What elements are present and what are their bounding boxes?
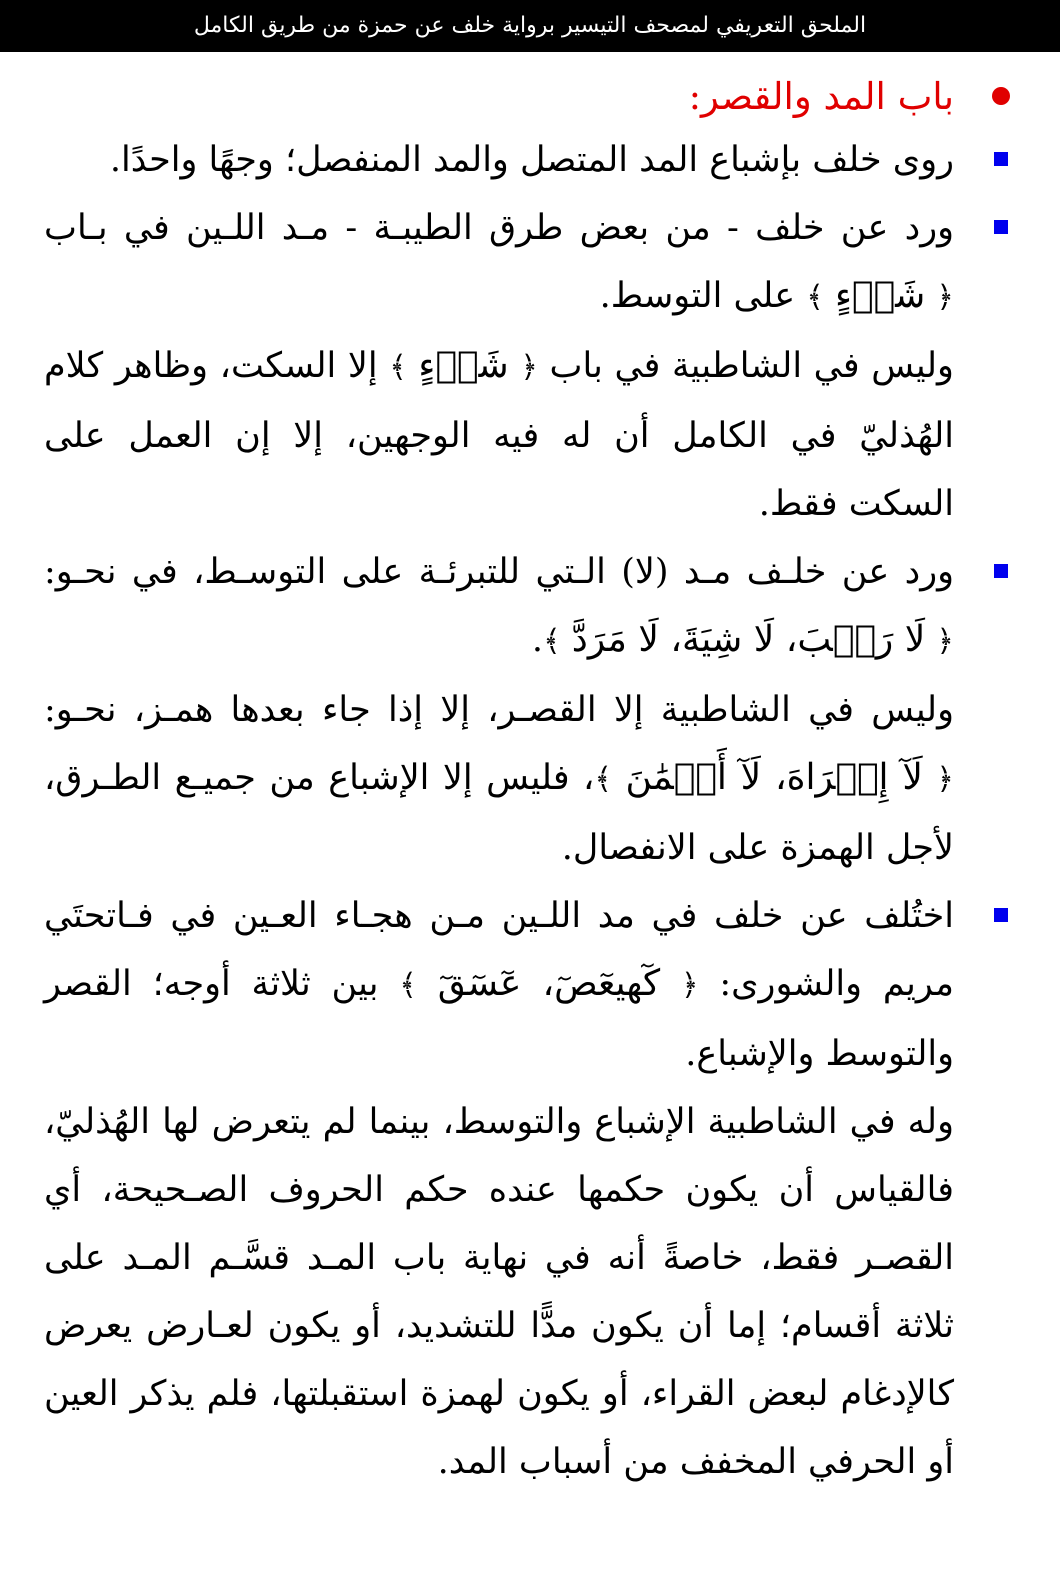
para2-text-a: وليس في الشاطبية إلا القصـر، إلا إذا جاء بعدها همـز، نحـو:: [44, 690, 954, 730]
quran-word: [389, 346, 538, 386]
item4-text-a: اختُلف عن خلف في مد اللـين مـن هجـاء العـين في فـاتحتَي مريم والشورى:: [44, 896, 954, 1004]
square-bullet-icon: [994, 908, 1008, 922]
quran-examples: [543, 620, 954, 660]
section-heading-text: باب المد والقصر:: [688, 75, 954, 118]
quran-examples-text: لَآ إِكۡرَاهَ، لَآ أَيۡمَٰنَ: [625, 757, 923, 798]
item3-text-a: ورد عن خلـف مـد (لا) الـتي للتبرئـة على التوسـط، في نحـو:: [44, 552, 954, 592]
page-content: [44, 68, 1014, 1496]
ornate-bracket-open: ﴿: [680, 968, 699, 1003]
para3-text: وله في الشاطبية الإشباع والتوسط، بينما لم يتعرض لها الهُذليّ، فالقياس أن يكون حكمها عنده حكم الحروف الصـحيحة، أي القصـر فقط، خاصةً أنه في نهاية باب المـد قسَّـم المـد على ثلاثة أقسام؛ إما أن يكون مدًّا للتشديد، أو يكون لعـارض يعرض كالإدغام لبعض القراء، أو يكون لهمزة استقبلتها، فلم يذكر العين أو الحرفي المخفف من أسباب المد.: [44, 1102, 954, 1482]
quran-word-text: شَيۡءٍ: [834, 275, 926, 316]
quran-word: [806, 276, 954, 316]
paragraph-3: [44, 1088, 1014, 1496]
ornate-bracket-open: ﴿: [936, 280, 954, 315]
item3-text-b: .: [531, 620, 544, 660]
ornate-bracket-open: ﴿: [520, 350, 538, 385]
section-heading: [44, 68, 1014, 126]
header-title: الملحق التعريفي لمصحف التيسير برواية خلف عن حمزة من طريق الكامل: [193, 13, 867, 38]
ornate-bracket-open: ﴿: [936, 762, 954, 797]
item1-text: روى خلف بإشباع المد المتصل والمد المنفصل؛ وجهًا واحدًا.: [109, 140, 954, 180]
paragraph-2: [44, 676, 1014, 882]
quran-word-text: شَيۡءٍ: [418, 345, 509, 386]
ornate-bracket-close: ﴾: [806, 280, 824, 315]
square-bullet-icon: [994, 152, 1008, 166]
quran-examples-text: كٓهيعٓصٓ، عٓسٓقٓ: [437, 963, 661, 1004]
item2-text-b: على التوسط.: [599, 276, 796, 316]
para1-text-a: وليس في الشاطبية في باب: [549, 346, 954, 386]
para1-text-b: إلا السكت، وظاهر كلام الهُذليّ في الكامل أن له فيه الوجهين، إلا إن العمل على السكت فقط.: [44, 346, 954, 524]
quran-examples: [594, 758, 954, 798]
list-item-2: [44, 194, 1014, 332]
heading-bullet-icon: [992, 87, 1010, 105]
quran-examples: [399, 964, 698, 1004]
square-bullet-icon: [994, 220, 1008, 234]
square-bullet-icon: [994, 564, 1008, 578]
header-bar: [0, 0, 1060, 52]
paragraph-1: [44, 332, 1014, 538]
list-item-3: [44, 538, 1014, 676]
item2-text-a: ورد عن خلف - من بعض طرق الطيبـة - مـد اللـين في بـاب: [44, 208, 954, 248]
ornate-bracket-close: ﴾: [543, 624, 561, 659]
item4-text-b: بين ثلاثة أوجه؛ القصر والتوسط والإشباع.: [44, 964, 954, 1074]
para2-text-b: ، فليس إلا الإشباع من جميـع الطـرق، لأجل الهمزة على الانفصال.: [44, 758, 954, 868]
ornate-bracket-open: ﴿: [936, 624, 954, 659]
ornate-bracket-close: ﴾: [389, 350, 407, 385]
list-item-1: [44, 126, 1014, 194]
quran-examples-text: لَا رَيۡبَ، لَا شِيَةَ، لَا مَرَدَّ: [571, 619, 926, 660]
ornate-bracket-close: ﴾: [399, 968, 417, 1003]
ornate-bracket-close: ﴾: [594, 762, 612, 797]
list-item-4: [44, 882, 1014, 1088]
